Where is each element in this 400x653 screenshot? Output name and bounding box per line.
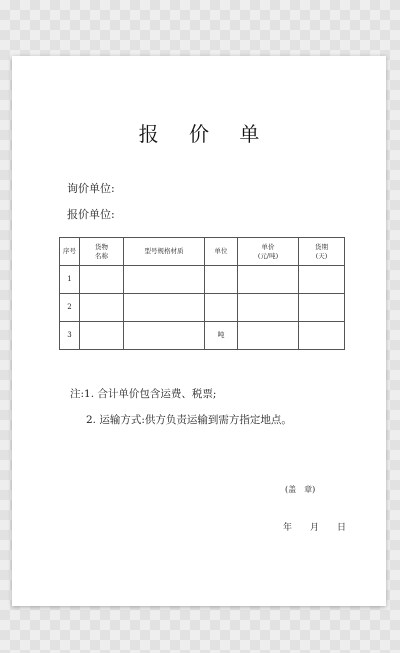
cell-unit xyxy=(205,266,238,294)
cell-goods-name xyxy=(80,294,124,322)
notes-section xyxy=(70,386,292,438)
header-delivery-days: 货期 (天) xyxy=(299,238,345,266)
cell-unit-price xyxy=(238,266,299,294)
cell-unit-price xyxy=(238,322,299,350)
month-label: 月 xyxy=(310,523,320,533)
day-label: 日 xyxy=(337,523,347,533)
cell-unit-price xyxy=(238,294,299,322)
year-label: 年 xyxy=(283,523,293,533)
table-row xyxy=(60,294,345,322)
document-title: 报 价 单 xyxy=(138,122,272,146)
cell-unit: 吨 xyxy=(205,322,238,350)
table-row xyxy=(60,266,345,294)
cell-index: 2 xyxy=(60,294,80,322)
cell-delivery-days xyxy=(299,322,345,350)
date-line xyxy=(283,520,346,533)
table-row xyxy=(60,322,345,350)
cell-goods-name xyxy=(80,266,124,294)
note-item: 注:1. 合计单价包含运费、税票; xyxy=(70,388,217,400)
cell-spec-material xyxy=(124,322,205,350)
header-index: 序号 xyxy=(60,238,80,266)
inquiry-unit-label: 询价单位: xyxy=(67,182,115,195)
header-spec-material: 型号规格材质 xyxy=(124,238,205,266)
cell-goods-name xyxy=(80,322,124,350)
cell-spec-material xyxy=(124,294,205,322)
cell-spec-material xyxy=(124,266,205,294)
quote-table xyxy=(59,237,345,350)
header-goods-name: 货物 名称 xyxy=(80,238,124,266)
quote-sheet-paper xyxy=(12,56,386,606)
quote-unit-label: 报价单位: xyxy=(67,208,115,221)
note-item: 2. 运输方式:供方负责运输到需方指定地点。 xyxy=(86,414,292,426)
cell-index: 3 xyxy=(60,322,80,350)
cell-unit xyxy=(205,294,238,322)
table-header-row xyxy=(60,238,345,266)
header-unit-price: 单价 (元/吨) xyxy=(238,238,299,266)
cell-delivery-days xyxy=(299,266,345,294)
header-unit: 单位 xyxy=(205,238,238,266)
cell-delivery-days xyxy=(299,294,345,322)
cell-index: 1 xyxy=(60,266,80,294)
seal-label: (盖 章) xyxy=(285,485,316,494)
